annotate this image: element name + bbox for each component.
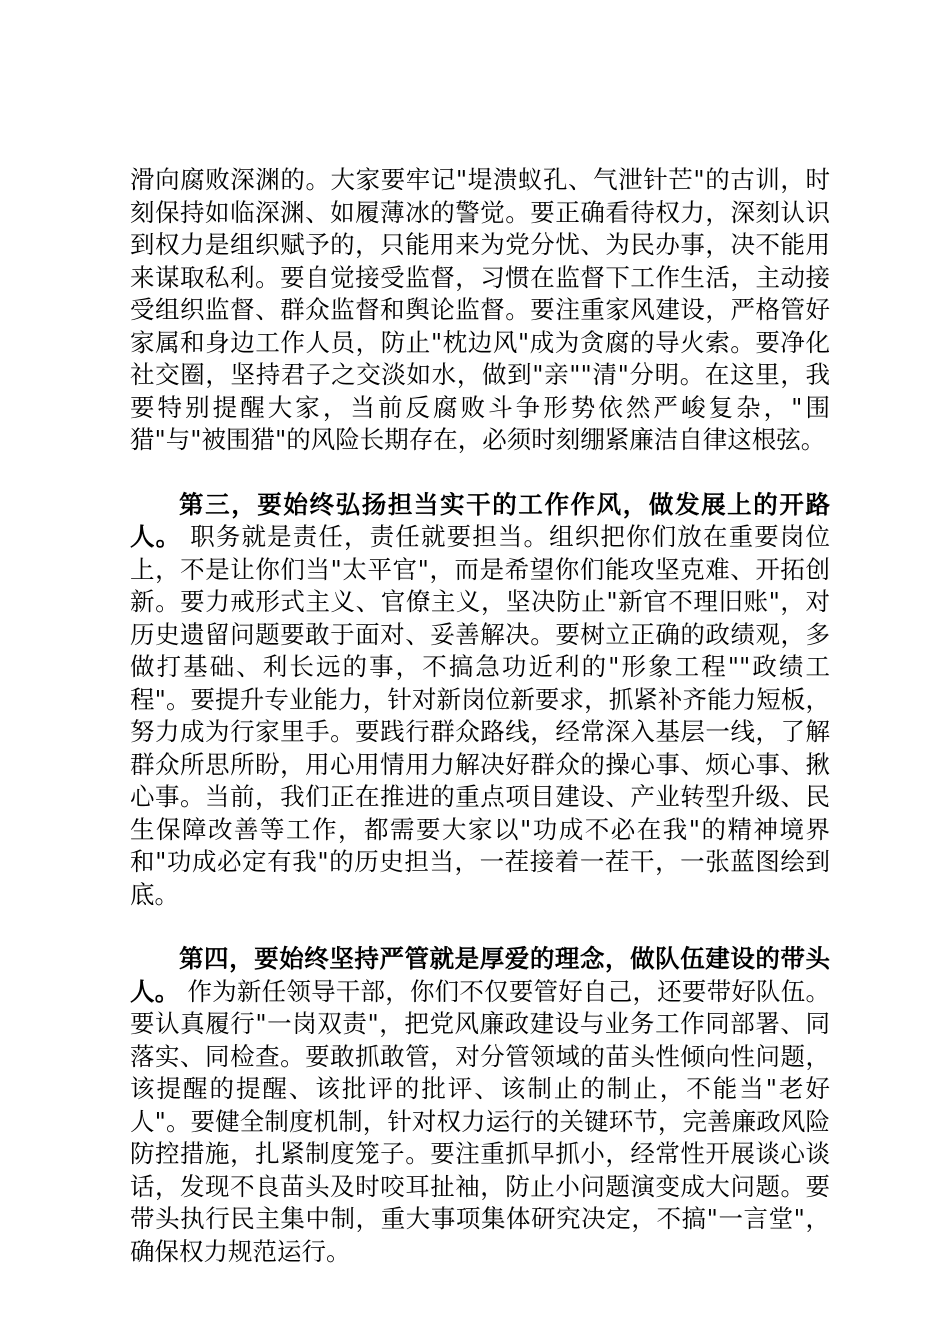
document-page bbox=[130, 164, 830, 1300]
paragraph-body: 作为新任领导干部，你们不仅要管好自己，还要带好队伍。要认真履行"一岗双责"，把党风廉政建设与业务工作同部署、同落实、同检查。要敢抓敢管，对分管领域的苗头性倾向性问题，该提醒的提醒、该批评的批评、该制止的制止，不能当"老好人"。要健全制度机制，针对权力运行的关键环节，完善廉政风险防控措施，扎紧制度笼子。要注重抓早抓小，经常性开展谈心谈话，发现不良苗头及时咬耳扯袖，防止小问题演变成大问题。要带头执行民主集中制，重大事项集体研究决定，不搞"一言堂"，确保权力规范运行。 bbox=[130, 976, 830, 1266]
paragraph-continuation bbox=[130, 164, 830, 457]
paragraph-heading: 第四，要始终坚持严管就是厚爱的理念，做队伍建设的带头人。 bbox=[130, 944, 830, 1006]
paragraph-body: 滑向腐败深渊的。大家要牢记"堤溃蚁孔、气泄针芒"的古训，时刻保持如临深渊、如履薄冰的警觉。要正确看待权力，深刻认识到权力是组织赋予的，只能用来为党分忧、为民办事，决不能用来谋取私利。要自觉接受监督，习惯在监督下工作生活，主动接受组织监督、群众监督和舆论监督。要注重家风建设，严格管好家属和身边工作人员，防止"枕边风"成为贪腐的导火索。要净化社交圈，坚持君子之交淡如水，做到"亲""清"分明。在这里，我要特别提醒大家，当前反腐败斗争形势依然严峻复杂，"围猎"与"被围猎"的风险长期存在，必须时刻绷紧廉洁自律这根弦。 bbox=[130, 165, 830, 454]
paragraph-body: 职务就是责任，责任就要担当。组织把你们放在重要岗位上，不是让你们当"太平官"，而是希望你们能攻坚克难、开拓创新。要力戒形式主义、官僚主义，坚决防止"新官不理旧账"，对历史遗留问题要敢于面对、妥善解决。要树立正确的政绩观，多做打基础、利长远的事，不搞急功近利的"形象工程""政绩工程"。要提升专业能力，针对新岗位新要求，抓紧补齐能力短板，努力成为行家里手。要践行群众路线，经常深入基层一线，了解群众所思所盼，用心用情用力解决好群众的操心事、烦心事、揪心事。当前，我们正在推进的重点项目建设、产业转型升级、民生保障改善等工作，都需要大家以"功成不必在我"的精神境界和"功成必定有我"的历史担当，一茬接着一茬干，一张蓝图绘到底。 bbox=[130, 522, 830, 909]
paragraph-fourth-point bbox=[130, 943, 830, 1268]
paragraph-heading: 第三，要始终弘扬担当实干的工作作风，做发展上的开路人。 bbox=[130, 489, 830, 551]
paragraph-third-point bbox=[130, 489, 830, 912]
